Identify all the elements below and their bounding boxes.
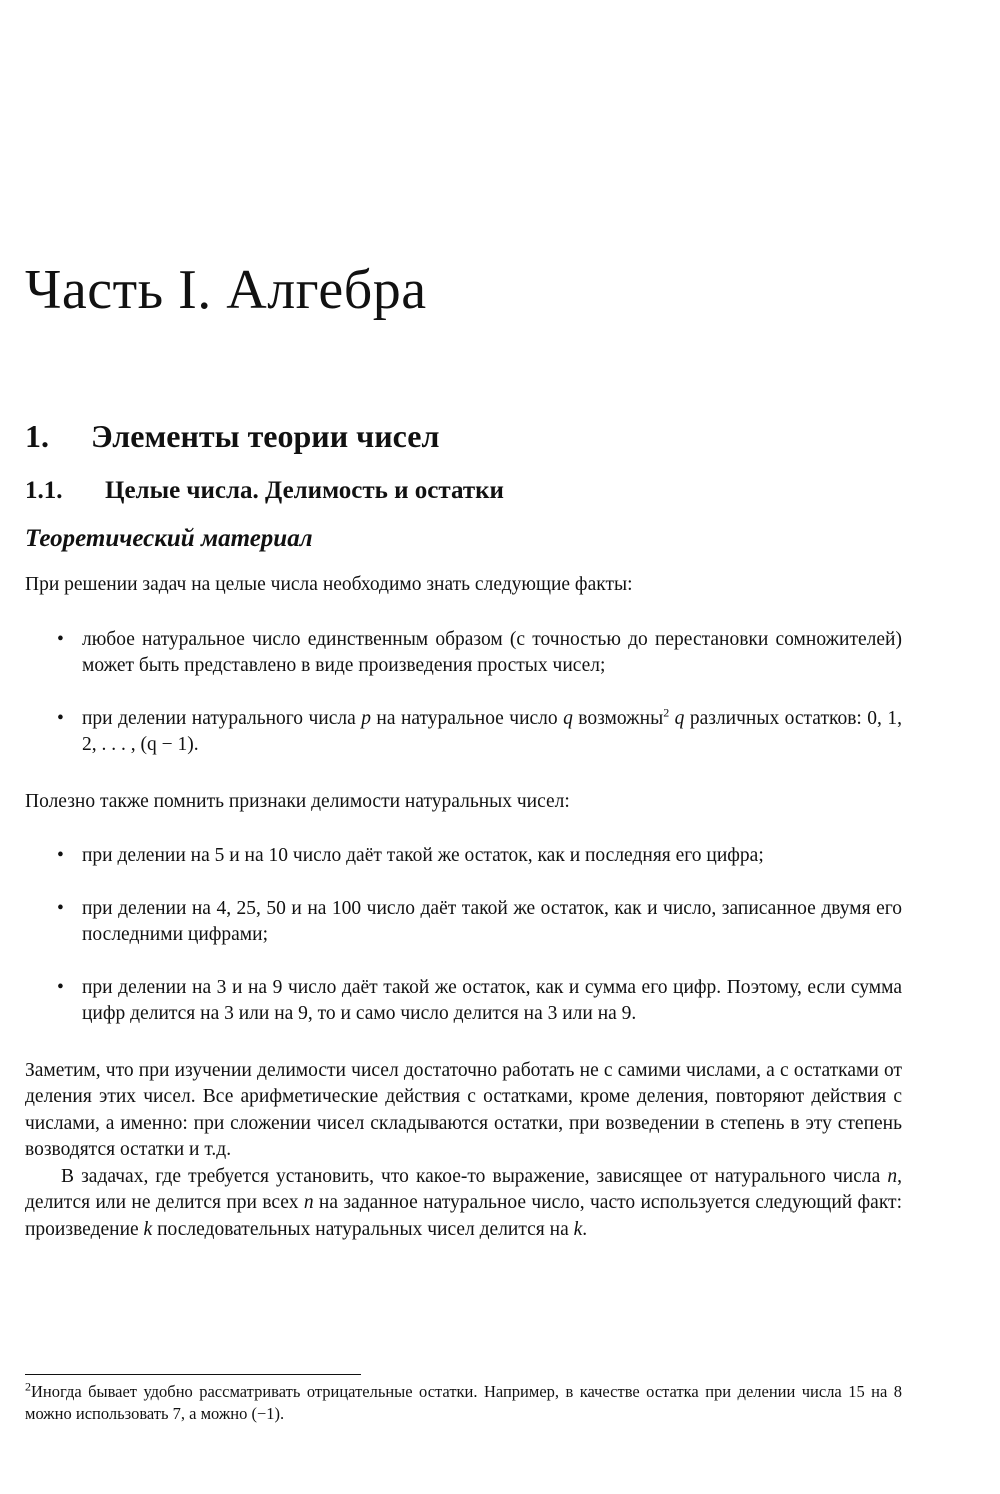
subsection-number: 1.1. [25,477,63,504]
paragraph-text: . [582,1218,588,1240]
footnote-divider [25,1374,361,1375]
fact-2-text: различных остатков: 0, 1, 2, . . . , (q − 1). [82,707,902,755]
var-n: n [303,1192,314,1213]
bullet-icon: • [57,845,64,866]
signs-intro: Полезно также помнить признаки делимости натуральных чисел: [25,790,570,812]
paragraph-remainders: Заметим, что при изучении делимости чисел достаточно работать не с самими числами, а с остатками от деления этих чисел. Все арифметические действия с остатками, кроме деления, повторяют действия с числами, а именно: при сложении чисел складываются остатки, при возведении в степень в эту степень возводятся остатки и т.д. [25,1059,902,1160]
footnote-ref[interactable]: 2 [663,705,670,719]
var-q: q [563,707,573,729]
section-title [25,418,439,455]
fact-2-text: на натуральное число [370,707,564,729]
sign-text: при делении на 5 и на 10 число даёт такой же остаток, как и последняя его цифра; [82,845,764,866]
section-title-text: Элементы теории чисел [91,418,440,454]
var-p: p [361,707,371,729]
paragraph-product-fact [25,1164,902,1244]
bullet-icon: • [57,707,64,729]
part-title: Часть I. Алгебра [25,259,427,321]
footnote [25,1381,902,1425]
bullet-icon: • [57,976,64,998]
bullet-icon: • [57,628,64,650]
paragraph-text: В задачах, где требуется установить, что какое-то выражение, зависящее от натурального числа [61,1165,888,1187]
list-item [25,706,902,759]
sign-text: при делении на 4, 25, 50 и на 100 число даёт такой же остаток, как и число, записанное двумя его последними цифрами; [82,897,902,945]
var-k: k [573,1218,583,1240]
list-item [25,843,902,870]
var-q: q [674,707,685,729]
footnote-mark: 2 [25,1379,31,1394]
fact-1-text: любое натуральное число единственным образом (с точностью до перестановки сомножителей) может быть представлено в виде произведения простых чисел; [82,628,902,676]
section-number: 1. [25,418,49,454]
fact-2-text: возможны [572,707,664,729]
theory-heading: Теоретический материал [25,525,313,552]
paragraph-text: на заданное натуральное число, часто используется следующий факт: произведение [25,1192,902,1240]
paragraph-text: , делится или не делится при всех [25,1165,902,1213]
main-text [25,572,902,1243]
list-item [25,627,902,680]
facts-intro: При решении задач на целые числа необходимо знать следующие факты: [25,574,633,595]
paragraph-text: последовательных натуральных чисел делится на [152,1218,574,1240]
signs-list [25,843,902,1028]
facts-list [25,627,902,759]
sign-text: при делении на 3 и на 9 число даёт такой же остаток, как и сумма его цифр. Поэтому, если сумма цифр делится на 3 или на 9, то и само число делится на 3 или на 9. [82,976,902,1024]
footnote-text: Иногда бывает удобно рассматривать отрицательные остатки. Например, в качестве остатка при делении числа 15 на 8 можно использовать 7, а можно (−1). [25,1382,902,1423]
var-k: k [143,1218,153,1240]
subsection-title [25,477,504,505]
bullet-icon: • [57,897,64,919]
subsection-title-text: Целые числа. Делимость и остатки [105,477,504,504]
var-n: n [887,1165,898,1187]
fact-2-text: при делении натурального числа [82,707,362,729]
list-item [25,896,902,949]
list-item [25,975,902,1028]
